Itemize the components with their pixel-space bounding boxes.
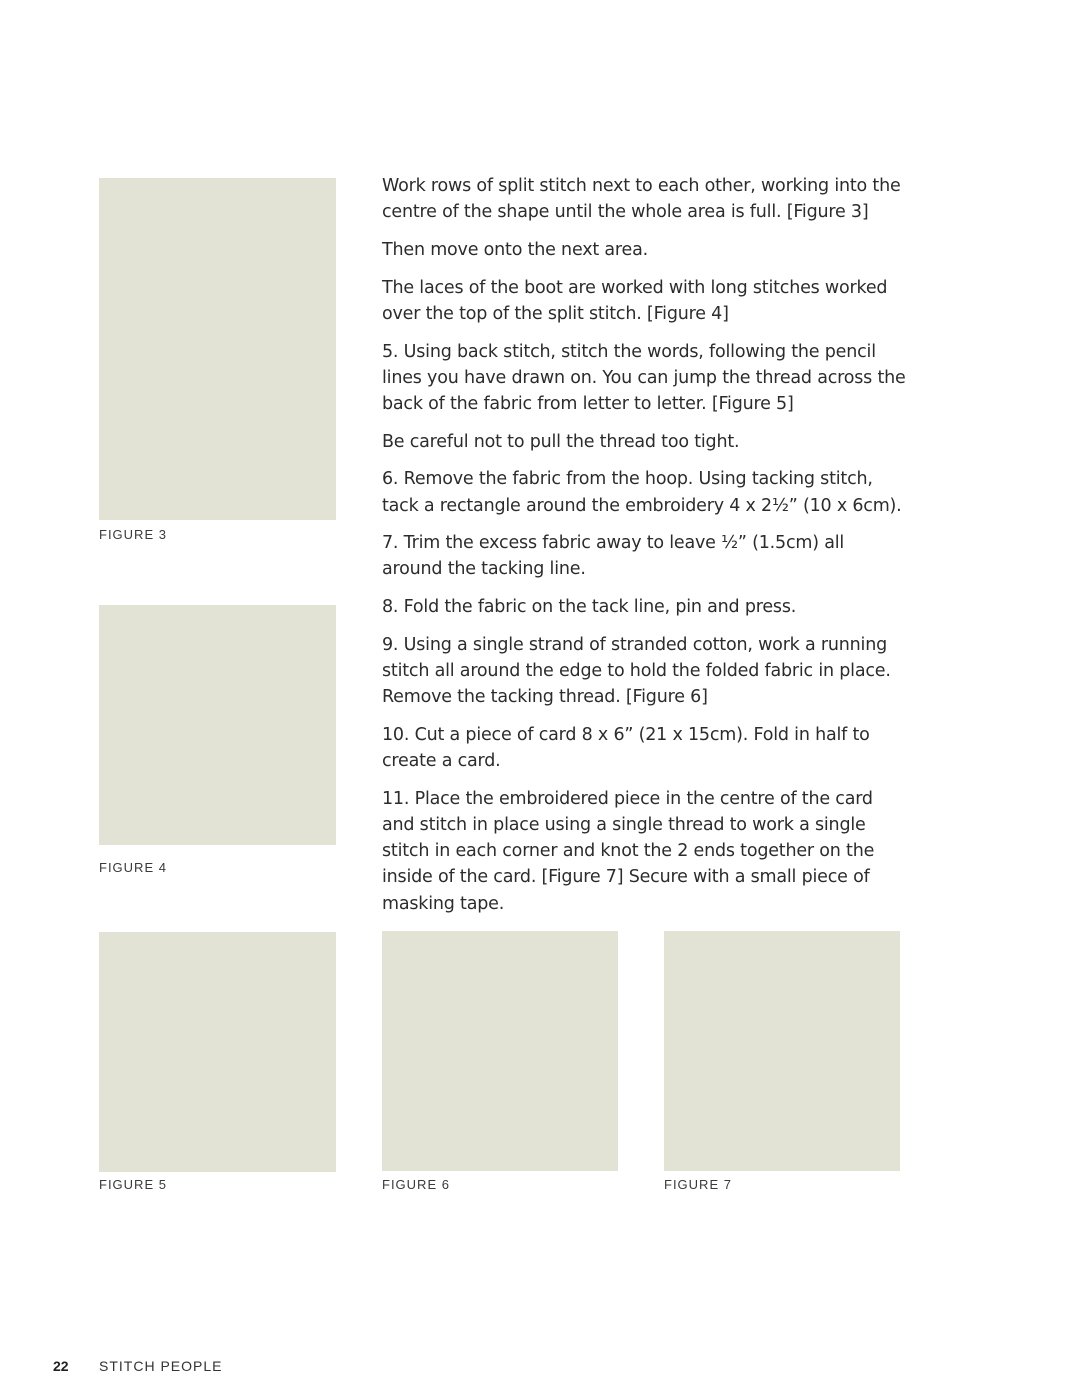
figure-6-image [382, 931, 618, 1171]
paragraph: 10. Cut a piece of card 8 x 6” (21 x 15cm). Fold in half to create a card. [382, 724, 870, 772]
instructions-text [382, 173, 906, 928]
figure-7-caption: FIGURE 7 [664, 1177, 732, 1192]
paragraph: Be careful not to pull the thread too tight. [382, 431, 740, 452]
paragraph: The laces of the boot are worked with long stitches worked over the top of the split stitch. [Figure 4] [382, 277, 888, 324]
figure-3-caption: FIGURE 3 [99, 527, 167, 542]
paragraph: 5. Using back stitch, stitch the words, following the pencil lines you have drawn on. You can jump the thread across the back of the fabric from letter to letter. [Figure 5] [382, 341, 906, 414]
paragraph: 7. Trim the excess fabric away to leave ½” (1.5cm) all around the tacking line. [382, 533, 845, 580]
figure-7-image [664, 931, 900, 1171]
figure-4-caption: FIGURE 4 [99, 860, 167, 875]
figure-3-image [99, 178, 336, 520]
paragraph: 11. Place the embroidered piece in the centre of the card and stitch in place using a single thread to work a single stitch in each corner and knot the 2 ends together on the inside of the card. [Figure 7] Secure with a small piece of masking tape. [382, 788, 875, 914]
figure-5-image [99, 932, 336, 1172]
paragraph: Work rows of split stitch next to each other, working into the centre of the shape until the whole area is full. [Figure 3] [382, 176, 901, 223]
paragraph: 6. Remove the fabric from the hoop. Using tacking stitch, tack a rectangle around the embroidery 4 x 2½” (10 x 6cm). [382, 469, 902, 516]
page-number: 22 [53, 1358, 69, 1374]
figure-4-image [99, 605, 336, 845]
paragraph: 8. Fold the fabric on the tack line, pin and press. [382, 597, 797, 618]
figure-6-caption: FIGURE 6 [382, 1177, 450, 1192]
figure-5-caption: FIGURE 5 [99, 1177, 167, 1192]
running-footer-title: STITCH PEOPLE [99, 1358, 223, 1374]
paragraph: 9. Using a single strand of stranded cotton, work a running stitch all around the edge to hold the folded fabric in place. Remove the tacking thread. [Figure 6] [382, 634, 891, 708]
paragraph: Then move onto the next area. [382, 239, 648, 260]
